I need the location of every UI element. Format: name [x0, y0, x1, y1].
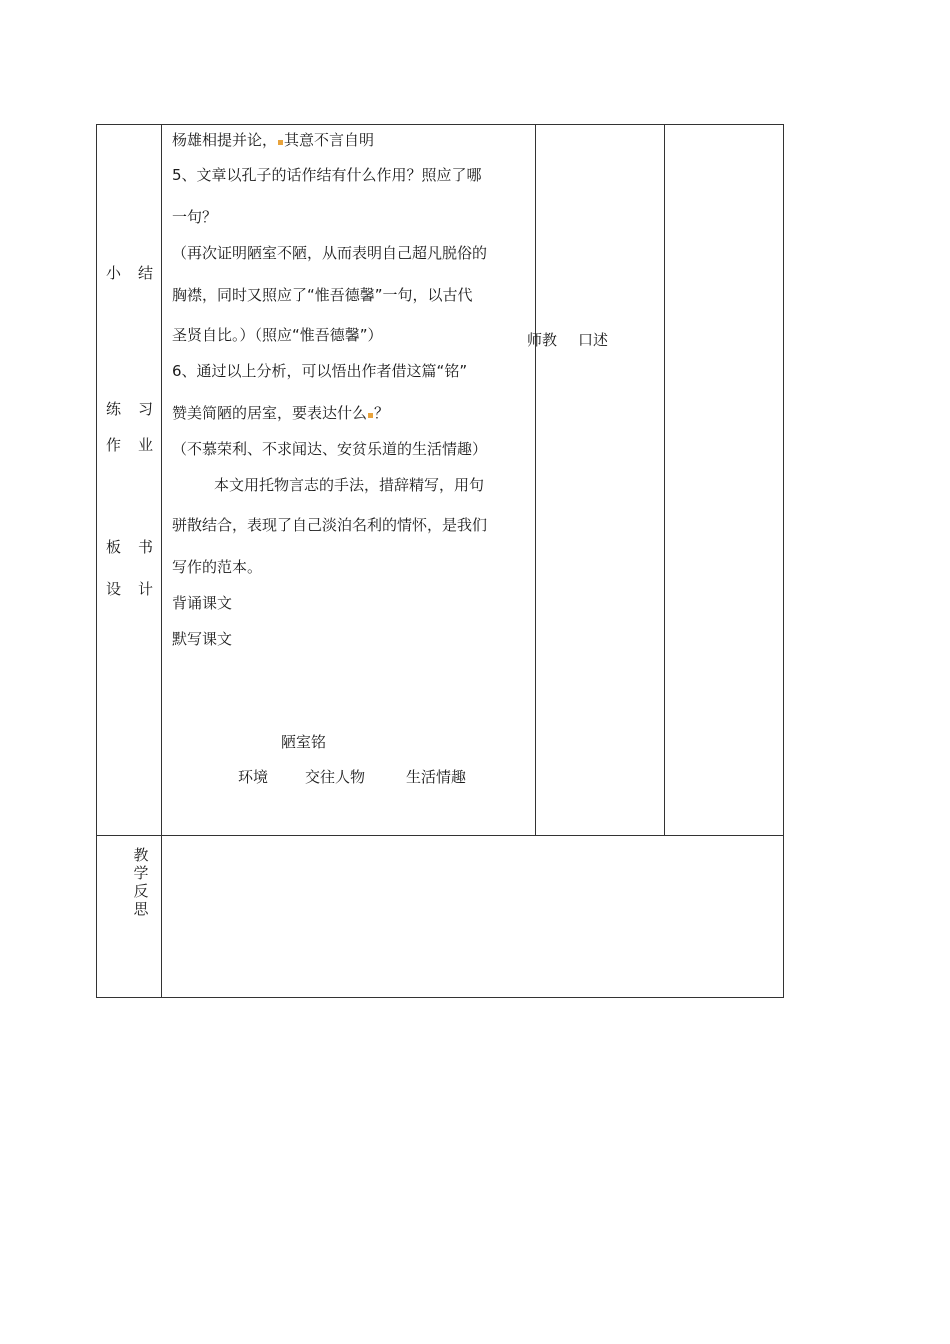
question-6-line-1: 6、通过以上分析，可以悟出作者借这篇“铭”	[172, 362, 468, 380]
question-6-line-2	[172, 402, 389, 423]
highlight-mark	[278, 140, 283, 145]
label-summary-2: 结	[138, 264, 154, 282]
question-5-line-2: 一句？	[172, 208, 218, 226]
highlight-mark-2	[368, 413, 373, 418]
question-6-line-2a: 赞美简陋的居室，要表达什么	[172, 404, 368, 422]
label-design-1: 设	[106, 580, 122, 598]
col-divider-3	[664, 124, 665, 836]
method-label: 口述	[578, 331, 609, 349]
summary-line-3: 写作的范本。	[172, 558, 263, 576]
label-board-2: 书	[138, 538, 154, 556]
teacher-label: 师教	[527, 331, 558, 349]
label-practice-2: 习	[138, 400, 154, 418]
label-summary-1: 小	[106, 264, 122, 282]
answer-6: （不慕荣利、不求闻达、安贫乐道的生活情趣）	[172, 440, 488, 458]
label-homework-1: 作	[106, 436, 122, 454]
summary-line-2: 骈散结合，表现了自己淡泊名利的情怀，是我们	[172, 516, 488, 534]
text-line-1b: 其意不言自明	[284, 131, 375, 149]
board-item-3: 生活情趣	[406, 768, 467, 786]
answer-5-line-1: （再次证明陋室不陋，从而表明自己超凡脱俗的	[172, 244, 488, 262]
row-divider	[96, 835, 784, 836]
label-reflection: 教学反思	[133, 846, 149, 918]
question-6-line-2b: ？	[374, 404, 390, 422]
label-practice-1: 练	[106, 400, 122, 418]
label-homework-2: 业	[138, 436, 154, 454]
label-board-1: 板	[106, 538, 122, 556]
summary-line-1: 本文用托物言志的手法，措辞精写，用句	[214, 476, 485, 494]
homework-line-2: 默写课文	[172, 630, 233, 648]
board-title: 陋室铭	[281, 733, 327, 751]
col-divider-1	[161, 124, 162, 998]
text-line-1	[172, 129, 374, 150]
label-design-2: 计	[138, 580, 154, 598]
answer-5-line-2: 胸襟，同时又照应了“惟吾德馨”一句，以古代	[172, 286, 473, 304]
homework-line-1: 背诵课文	[172, 594, 233, 612]
board-item-2: 交往人物	[305, 768, 366, 786]
board-item-1: 环境	[238, 768, 269, 786]
text-line-1a: 杨雄相提并论，	[172, 131, 278, 149]
col-divider-2	[535, 124, 536, 836]
answer-5-line-3: 圣贤自比。）（照应“惟吾德馨”）	[172, 326, 383, 344]
question-5-line-1: 5、文章以孔子的话作结有什么作用？照应了哪	[172, 166, 482, 184]
